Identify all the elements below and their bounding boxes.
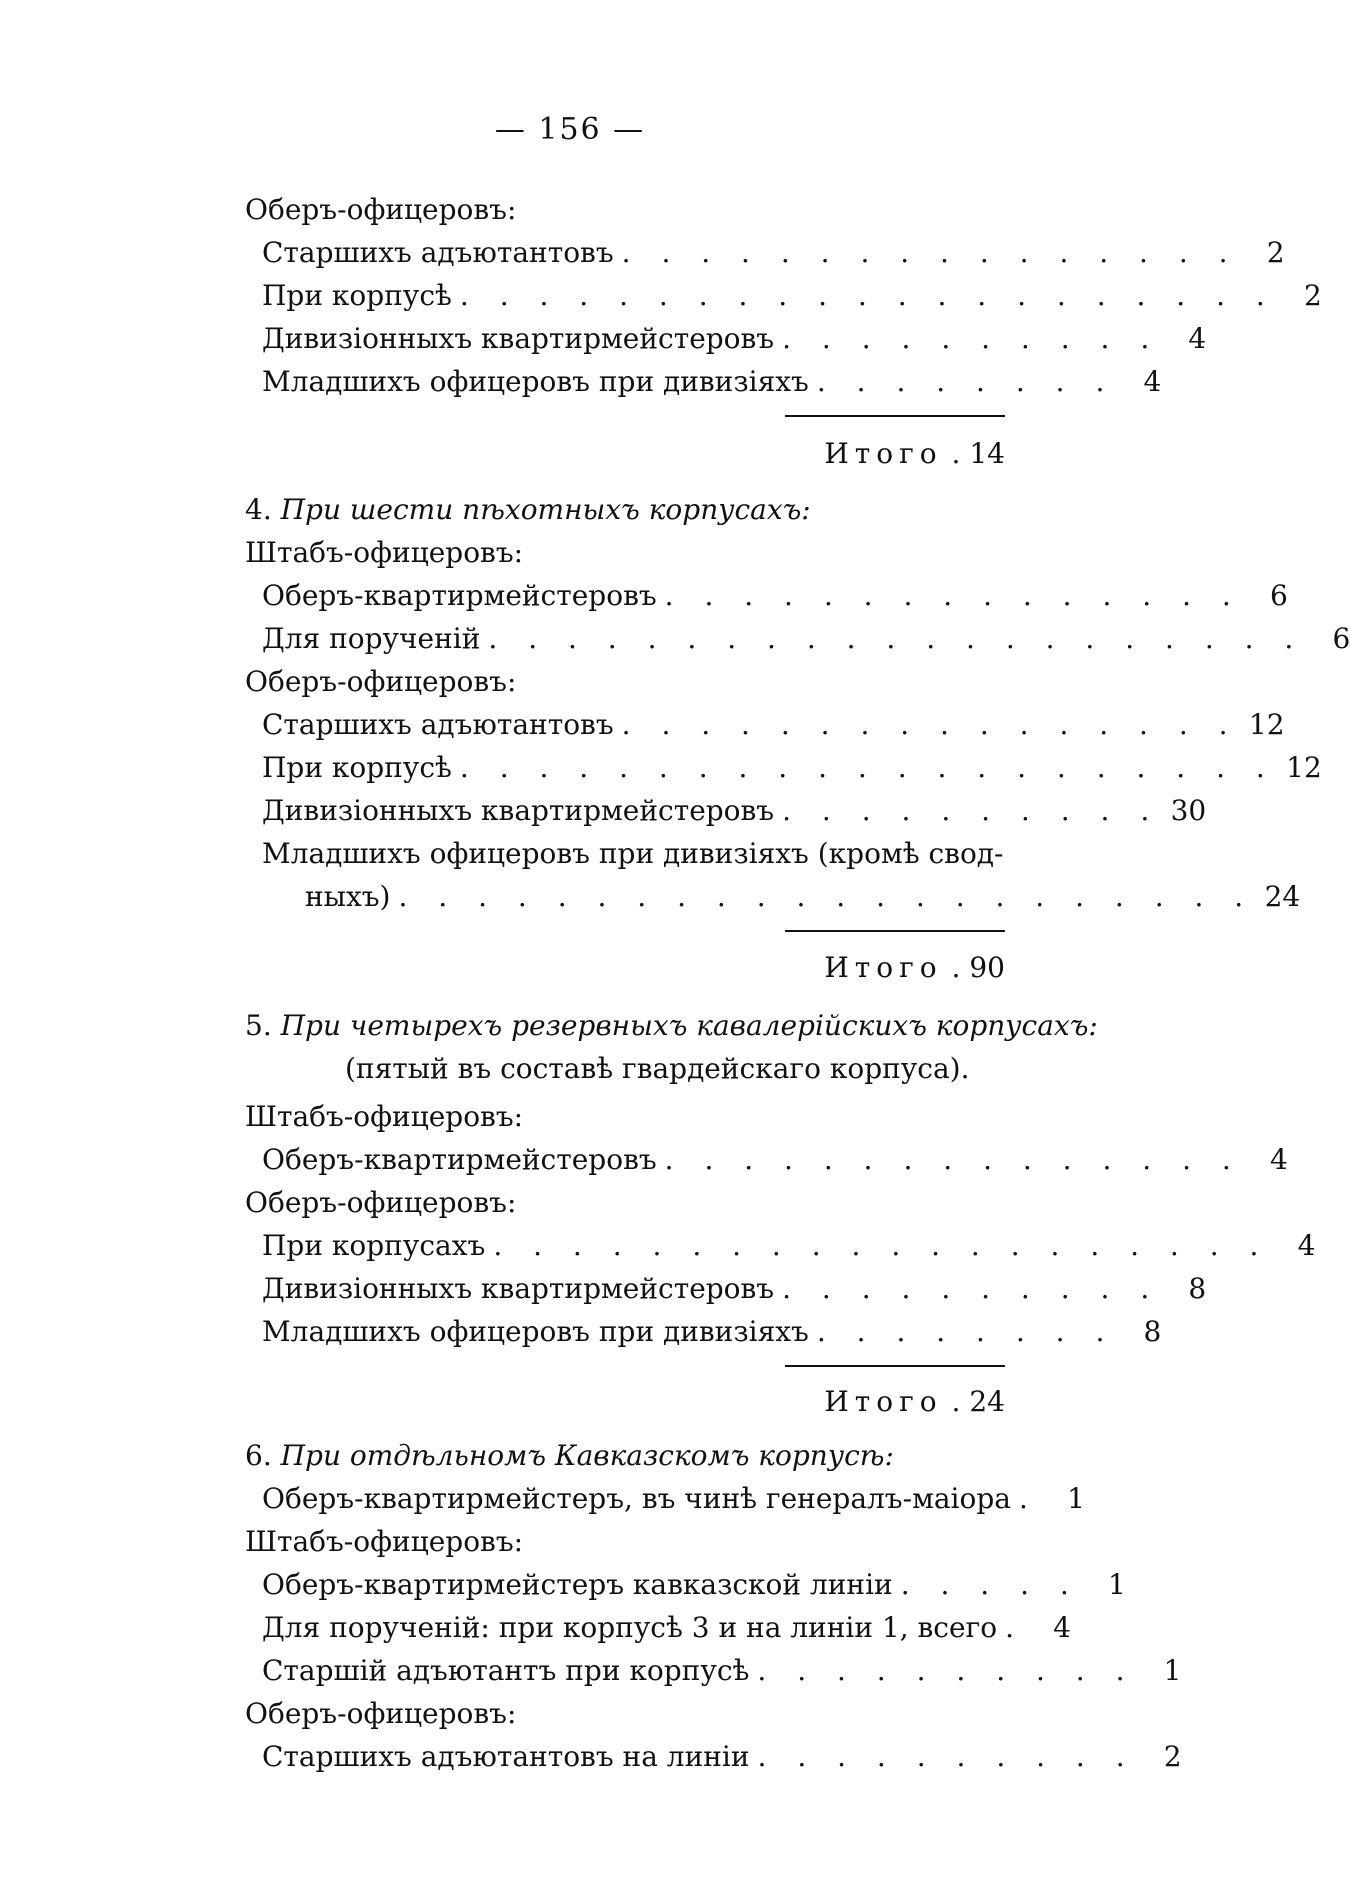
leader-dots: . . . . . . . . . . . . . . . . . . . . . (488, 622, 1305, 655)
entry-value: 1 (1107, 1568, 1126, 1601)
list-item (262, 1651, 1182, 1691)
entry-label: Дивизіонныхъ квартирмейстеровъ (262, 1272, 775, 1305)
entry-label: Для порученій: при корпусѣ 3 и на линіи 1, всего (262, 1611, 998, 1644)
entry-value: 2 (1266, 236, 1285, 269)
staff-officers-header: Штабъ-офицеровъ: (245, 1100, 524, 1133)
list-item (262, 1226, 1316, 1266)
section-title: При отдѣльномъ Кавказскомъ корпусѣ: (280, 1439, 894, 1472)
entry-label: Для порученій (262, 622, 481, 655)
list-item (262, 362, 1162, 402)
entry-label-line-1: Младшихъ офицеровъ при дивизіяхъ (кромѣ свод- (262, 837, 1004, 870)
leader-dots: . . . . . . . . (816, 365, 1116, 398)
leader-dots: . . . . . . . . . . (782, 1272, 1161, 1305)
entry-label: Старшихъ адъютантовъ (262, 708, 614, 741)
list-item (262, 1479, 1085, 1519)
entry-label: При корпусахъ (262, 1229, 486, 1262)
list-item (262, 1737, 1182, 1777)
entry-label: При корпусѣ (262, 279, 452, 312)
section-title: При шести пѣхотныхъ корпусахъ: (280, 493, 811, 526)
list-item (262, 1269, 1207, 1309)
entry-label: Старшій адъютантъ при корпусѣ (262, 1654, 750, 1687)
total-dot: . (951, 951, 961, 984)
leader-dots: . . . . . . . . . . . . . . . . . . . . . . (398, 880, 1255, 913)
total-value: 14 (969, 437, 1005, 470)
leader-dots: . . . . . . . . . . . . . . . . . . . . . (459, 751, 1276, 784)
entry-value: 4 (1143, 365, 1162, 398)
total-line (700, 1382, 1005, 1422)
staff-officers-header: Штабъ-офицеровъ: (245, 536, 524, 569)
leader-dots: . . . . . . . . . . . . . . . . . . . . . (459, 279, 1276, 312)
leader-dots: . (1019, 1482, 1039, 1515)
entry-value: 6 (1269, 579, 1288, 612)
page-number: — 156 — (494, 112, 646, 147)
list-item (262, 748, 1322, 788)
section-number: 4. (245, 493, 272, 526)
leader-dots: . . . . . . . . . . (757, 1740, 1136, 1773)
leader-dots: . . . . . . . . . . . . . . . (664, 1143, 1242, 1176)
entry-value: 4 (1269, 1143, 1288, 1176)
entry-label: Оберъ-квартирмейстеровъ (262, 1143, 657, 1176)
ober-officers-header: Оберъ-офицеровъ: (245, 193, 517, 226)
leader-dots: . . . . . . . . . . . . . . . . (621, 236, 1239, 269)
ober-officers-header: Оберъ-офицеровъ: (245, 1186, 517, 1219)
leader-dots: . . . . . . . . (816, 1315, 1116, 1348)
leader-dots: . . . . . . . . . . (782, 322, 1161, 355)
leader-dots: . . . . . . . . . . . . . . . . (621, 708, 1239, 741)
staff-officers-header: Штабъ-офицеровъ: (245, 1525, 524, 1558)
section-heading (245, 1436, 1105, 1476)
entry-value: 8 (1143, 1315, 1162, 1348)
section-number: 6. (245, 1439, 272, 1472)
entry-label: Оберъ-квартирмейстеръ кавказской линіи (262, 1568, 893, 1601)
list-item (262, 276, 1322, 316)
total-dot: . (951, 437, 961, 470)
entry-value: 8 (1188, 1272, 1207, 1305)
total-rule (785, 930, 1005, 932)
entry-label: Оберъ-квартирмейстеръ, въ чинѣ генералъ-маіора (262, 1482, 1011, 1515)
total-word: Итого (824, 437, 943, 470)
leader-dots: . . . . . . . . . . (757, 1654, 1136, 1687)
section-heading (245, 1006, 1105, 1046)
entry-label: Младшихъ офицеровъ при дивизіяхъ (262, 1315, 809, 1348)
entry-label: Дивизіонныхъ квартирмейстеровъ (262, 322, 775, 355)
list-item (262, 576, 1288, 616)
total-word: Итого (824, 1385, 943, 1418)
total-value: 24 (969, 1385, 1005, 1418)
entry-value: 6 (1332, 622, 1350, 655)
entry-value: 2 (1303, 279, 1322, 312)
section-subtitle: (пятый въ составѣ гвардейскаго корпуса). (345, 1052, 970, 1085)
entry-value: 30 (1170, 794, 1207, 827)
total-dot: . (951, 1385, 961, 1418)
list-item (262, 319, 1207, 359)
leader-dots: . (1005, 1611, 1025, 1644)
list-item (262, 791, 1207, 831)
leader-dots: . . . . . . . . . . . . . . . (664, 579, 1242, 612)
total-rule (785, 415, 1005, 417)
entry-value: 12 (1248, 708, 1285, 741)
total-rule (785, 1365, 1005, 1367)
entry-value: 12 (1286, 751, 1322, 784)
entry-label: Старшихъ адъютантовъ (262, 236, 614, 269)
total-value: 90 (969, 951, 1005, 984)
entry-value: 4 (1188, 322, 1207, 355)
entry-value: 1 (1163, 1654, 1182, 1687)
ober-officers-header: Оберъ-офицеровъ: (245, 1697, 517, 1730)
section-title: При четырехъ резервныхъ кавалерійскихъ корпусахъ: (280, 1009, 1098, 1042)
total-word: Итого (824, 951, 943, 984)
leader-dots: . . . . . . . . . . . . . . . . . . . . (493, 1229, 1270, 1262)
leader-dots: . . . . . . . . . . (782, 794, 1161, 827)
total-line (700, 434, 1005, 474)
ober-officers-header: Оберъ-офицеровъ: (245, 665, 517, 698)
entry-value: 1 (1067, 1482, 1085, 1515)
list-item (262, 1608, 1071, 1648)
section-number: 5. (245, 1009, 272, 1042)
total-line (700, 948, 1005, 988)
list-item (262, 1565, 1126, 1605)
leader-dots: . . . . . (900, 1568, 1080, 1601)
entry-label: Дивизіонныхъ квартирмейстеровъ (262, 794, 775, 827)
list-item (262, 705, 1285, 745)
entry-value: 24 (1264, 880, 1301, 913)
entry-value: 4 (1053, 1611, 1071, 1644)
list-item (305, 877, 1301, 917)
section-heading (245, 490, 1105, 530)
list-item (262, 619, 1350, 659)
entry-label-line-2: ныхъ) (305, 880, 391, 913)
entry-label: Младшихъ офицеровъ при дивизіяхъ (262, 365, 809, 398)
entry-label: Старшихъ адъютантовъ на линіи (262, 1740, 750, 1773)
list-item (262, 1312, 1162, 1352)
list-item (262, 1140, 1288, 1180)
entry-label: При корпусѣ (262, 751, 452, 784)
entry-value: 4 (1297, 1229, 1316, 1262)
list-item (262, 233, 1285, 273)
entry-label: Оберъ-квартирмейстеровъ (262, 579, 657, 612)
entry-value: 2 (1163, 1740, 1182, 1773)
